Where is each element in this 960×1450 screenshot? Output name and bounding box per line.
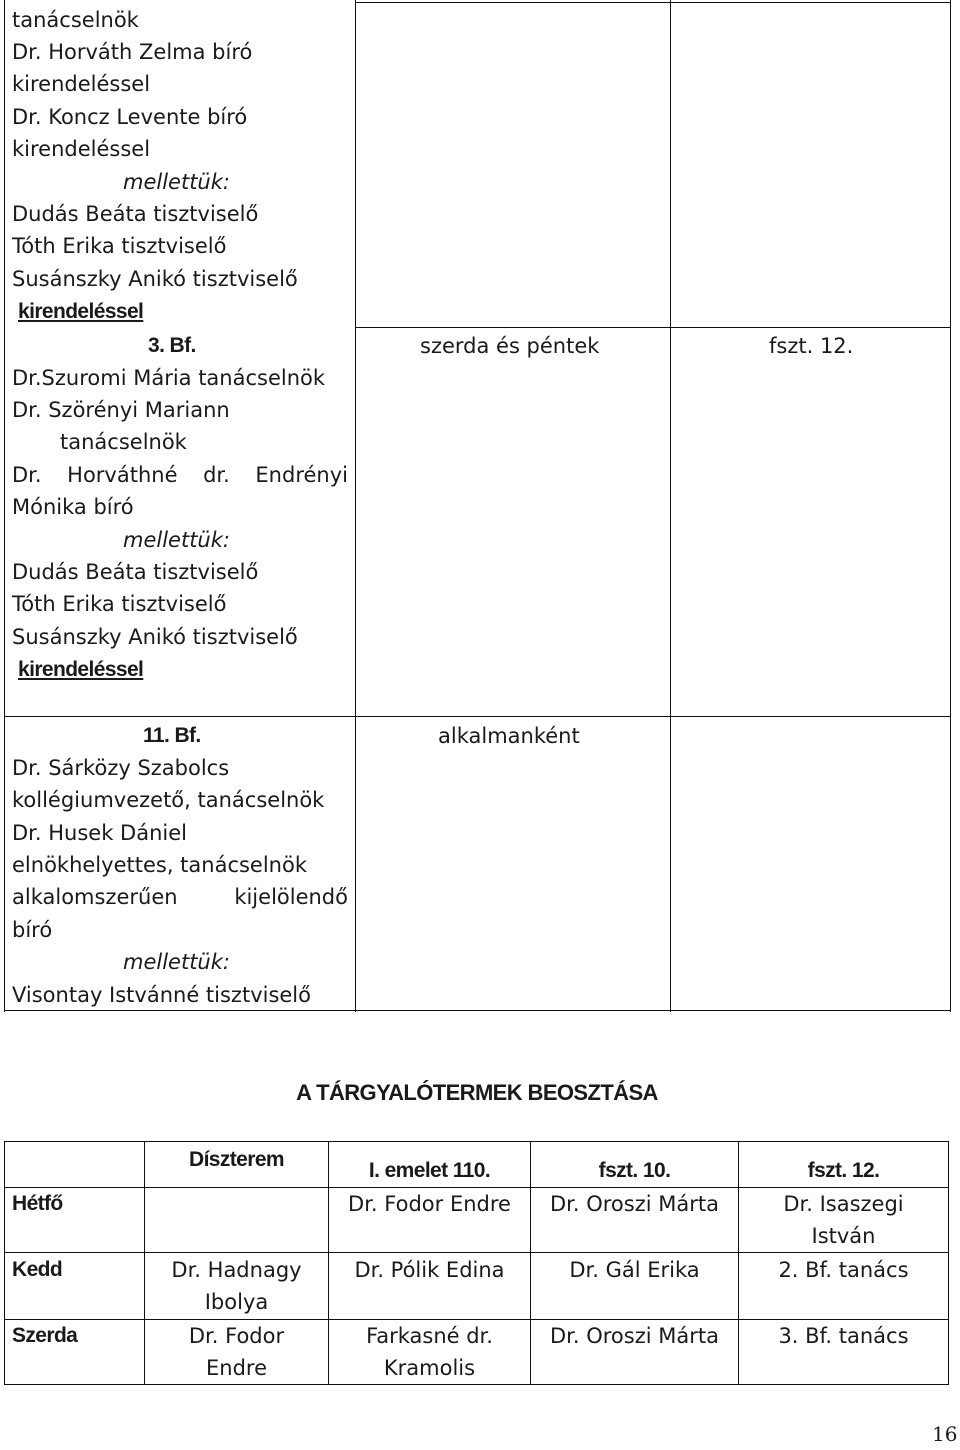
column-header: I. emelet 110. — [368, 1159, 491, 1182]
staff-line: Susánszky Anikó tisztviselő — [12, 267, 298, 291]
table-cell: Dr. Fodor Endre — [188, 1324, 285, 1380]
panel-heading: 3. Bf. — [148, 334, 196, 357]
block3-line: kollégiumvezető, tanácselnök — [12, 788, 325, 812]
table-border — [355, 327, 951, 328]
row-day-label: Hétfő — [12, 1192, 63, 1215]
table-border — [4, 716, 951, 717]
staff-line: Dudás Beáta tisztviselő — [12, 560, 259, 584]
staff-line: Tóth Erika tisztviselő — [12, 592, 227, 616]
block3-line: Dr. Sárközy Szabolcs — [12, 756, 230, 780]
block3-justified-line — [12, 881, 348, 913]
block3-line: bíró — [12, 918, 53, 942]
table-cell: Dr. Isaszegi István — [783, 1192, 904, 1248]
table-cell: Dr. Fodor Endre — [348, 1192, 511, 1216]
column-header: fszt. 12. — [807, 1159, 880, 1182]
section-title: A TÁRGYALÓTERMEK BEOSZTÁSA — [296, 1080, 658, 1105]
table-border — [4, 1141, 949, 1142]
kirendelessel-note: kirendeléssel — [18, 300, 144, 323]
row-day-label: Szerda — [12, 1324, 78, 1347]
block2-justified-line — [12, 459, 348, 491]
column-header: fszt. 10. — [598, 1159, 671, 1182]
block2-line: tanácselnök — [60, 430, 187, 454]
table-border — [355, 2, 951, 3]
block1-line: Dr. Koncz Levente bíró — [12, 105, 248, 129]
table-cell: 3. Bf. tanács — [778, 1324, 909, 1348]
table-cell: Dr. Gál Erika — [569, 1258, 700, 1282]
staff-line: Dudás Beáta tisztviselő — [12, 202, 259, 226]
word: dr. — [203, 463, 230, 487]
block2-line: Mónika bíró — [12, 495, 134, 519]
word: Endrényi — [255, 463, 348, 487]
session-day: alkalmanként — [438, 724, 580, 748]
word: Dr. — [12, 463, 42, 487]
block2-line: Dr. Szörényi Mariann — [12, 398, 230, 422]
table-border — [4, 1141, 5, 1385]
table-cell: Dr. Oroszi Márta — [550, 1192, 719, 1216]
staff-line: Visontay Istvánné tisztviselő — [12, 983, 311, 1007]
table-border — [950, 0, 951, 1012]
block1-line: kirendeléssel — [12, 137, 151, 161]
mellettuk-label: mellettük: — [123, 170, 230, 194]
staff-line: Susánszky Anikó tisztviselő — [12, 625, 298, 649]
table-border — [948, 1141, 949, 1385]
block3-line: Dr. Husek Dániel — [12, 821, 187, 845]
block1-line: Dr. Horváth Zelma bíró — [12, 40, 253, 64]
block1-line: kirendeléssel — [12, 72, 151, 96]
staff-line: Tóth Erika tisztviselő — [12, 234, 227, 258]
mellettuk-label: mellettük: — [123, 950, 230, 974]
row-day-label: Kedd — [12, 1258, 63, 1281]
block3-line: elnökhelyettes, tanácselnök — [12, 853, 308, 877]
page-number: 16 — [932, 1422, 958, 1446]
table-cell: Dr. Hadnagy Ibolya — [171, 1258, 302, 1314]
kirendelessel-note: kirendeléssel — [18, 658, 144, 681]
mellettuk-label: mellettük: — [123, 528, 230, 552]
session-day: szerda és péntek — [420, 334, 600, 358]
table-cell: Dr. Oroszi Márta — [550, 1324, 719, 1348]
block1-line: tanácselnök — [12, 8, 139, 32]
word: Horváthné — [67, 463, 178, 487]
table-border — [355, 0, 356, 1012]
table-border — [4, 0, 5, 1012]
table-border — [4, 1252, 949, 1253]
table-cell: 2. Bf. tanács — [778, 1258, 909, 1282]
column-header: Díszterem — [189, 1148, 284, 1171]
session-room: fszt. 12. — [769, 334, 854, 358]
word: kijelölendő — [234, 885, 348, 909]
table-border — [4, 1384, 949, 1385]
table-border — [670, 0, 671, 1012]
block2-line: Dr.Szuromi Mária tanácselnök — [12, 366, 326, 390]
panel-heading: 11. Bf. — [143, 724, 201, 747]
table-cell: Dr. Pólik Edina — [354, 1258, 505, 1282]
word: alkalomszerűen — [12, 885, 178, 909]
table-cell: Farkasné dr. Kramolis — [366, 1324, 493, 1380]
